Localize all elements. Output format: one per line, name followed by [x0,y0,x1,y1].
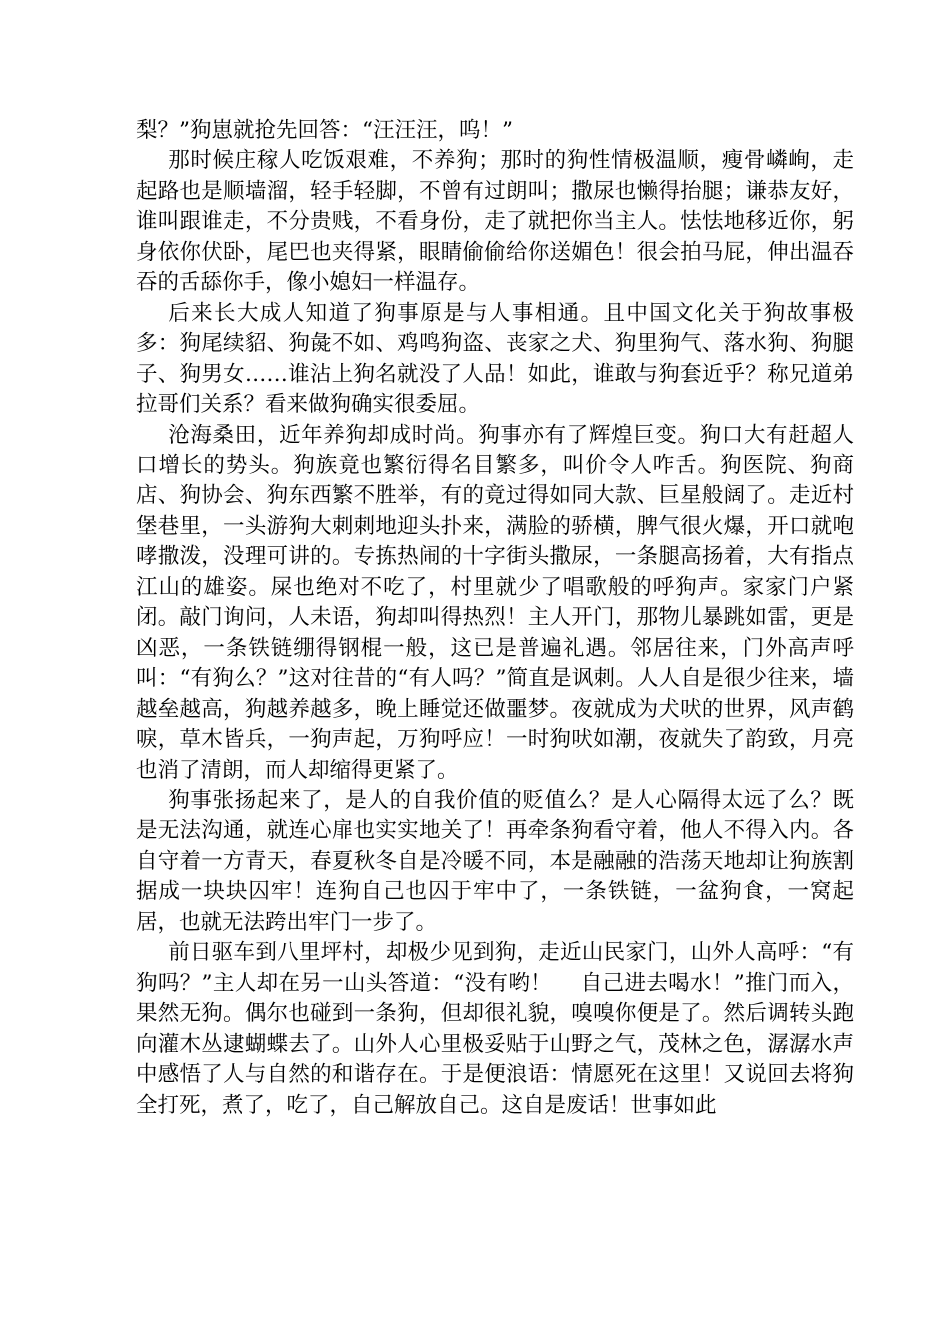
paragraph-3: 后来长大成人知道了狗事原是与人事相通。且中国文化关于狗故事极多：狗尾续貂、狗彘不如、鸡鸣狗盗、丧家之犬、狗里狗气、落水狗、狗腿子、狗男女……谁沾上狗名就没了人品！如此，谁敢与狗套近乎？称兄道弟拉哥们关系？看来做狗确实很委屈。 [136,300,854,418]
document-page [136,116,854,1121]
paragraph-2: 那时候庄稼人吃饭艰难，不养狗；那时的狗性情极温顺，瘦骨嶙峋，走起路也是顺墙溜，轻手轻脚，不曾有过朗叫；撒尿也懒得抬腿；谦恭友好，谁叫跟谁走，不分贵贱，不看身份，走了就把你当主人。怯怯地移近你，躬身依你伏卧，尾巴也夹得紧，眼睛偷偷给你送媚色！很会拍马屁，伸出温吞吞的舌舔你手，像小媳妇一样温存。 [136,148,854,296]
paragraph-1: 梨？”狗崽就抢先回答：“汪汪汪，呜！” [136,118,513,143]
paragraph-4: 沧海桑田，近年养狗却成时尚。狗事亦有了辉煌巨变。狗口大有赶超人口增长的势头。狗族竟也繁衍得名目繁多，叫价令人咋舌。狗医院、狗商店、狗协会、狗东西繁不胜举，有的竟过得如同大款、巨星般阔了。走近村堡巷里，一头游狗大刺刺地迎头扑来，满脸的骄横，脾气很火爆，开口就咆哮撒泼，没理可讲的。专拣热闹的十字街头撒尿，一条腿高扬着，大有指点江山的雄姿。屎也绝对不吃了，村里就少了唱歌般的呼狗声。家家门户紧闭。敲门询问，人未语，狗却叫得热烈！主人开门，那物儿暴跳如雷，更是凶恶，一条铁链绷得钢棍一般，这已是普遍礼遇。邻居往来，门外高声呼叫：“有狗么？”这对往昔的“有人吗？”简直是讽刺。人人自是很少往来，墙越垒越高，狗越养越多，晚上睡觉还做噩梦。夜就成为犬吠的世界，风声鹤唳，草木皆兵，一狗声起，万狗呼应！一时狗吠如潮，夜就失了韵致，月亮也消了清朗，而人却缩得更紧了。 [136,422,854,783]
paragraph-5: 狗事张扬起来了，是人的自我价值的贬值么？是人心隔得太远了么？既是无法沟通，就连心扉也实实地关了！再牵条狗看守着，他人不得入内。各自守着一方青天，春夏秋冬自是冷暖不同，本是融融的浩荡天地却让狗族割据成一块块囚牢！连狗自己也囚于牢中了，一条铁链，一盆狗食，一窝起居，也就无法跨出牢门一步了。 [136,787,854,935]
paragraph-6: 前日驱车到八里坪村，却极少见到狗，走近山民家门，山外人高呼：“有狗吗？”主人却在另一山头答道：“没有哟！ 自己进去喝水！”推门而入，果然无狗。偶尔也碰到一条狗，但却很礼貌，嗅嗅你便是了。然后调转头跑向灌木丛逮蝴蝶去了。山外人心里极妥贴于山野之气，茂林之色，潺潺水声中感悟了人与自然的和谐存在。于是便浪语：情愿死在这里！又说回去将狗全打死，煮了，吃了，自己解放自己。这自是废话！世事如此 [136,940,854,1118]
